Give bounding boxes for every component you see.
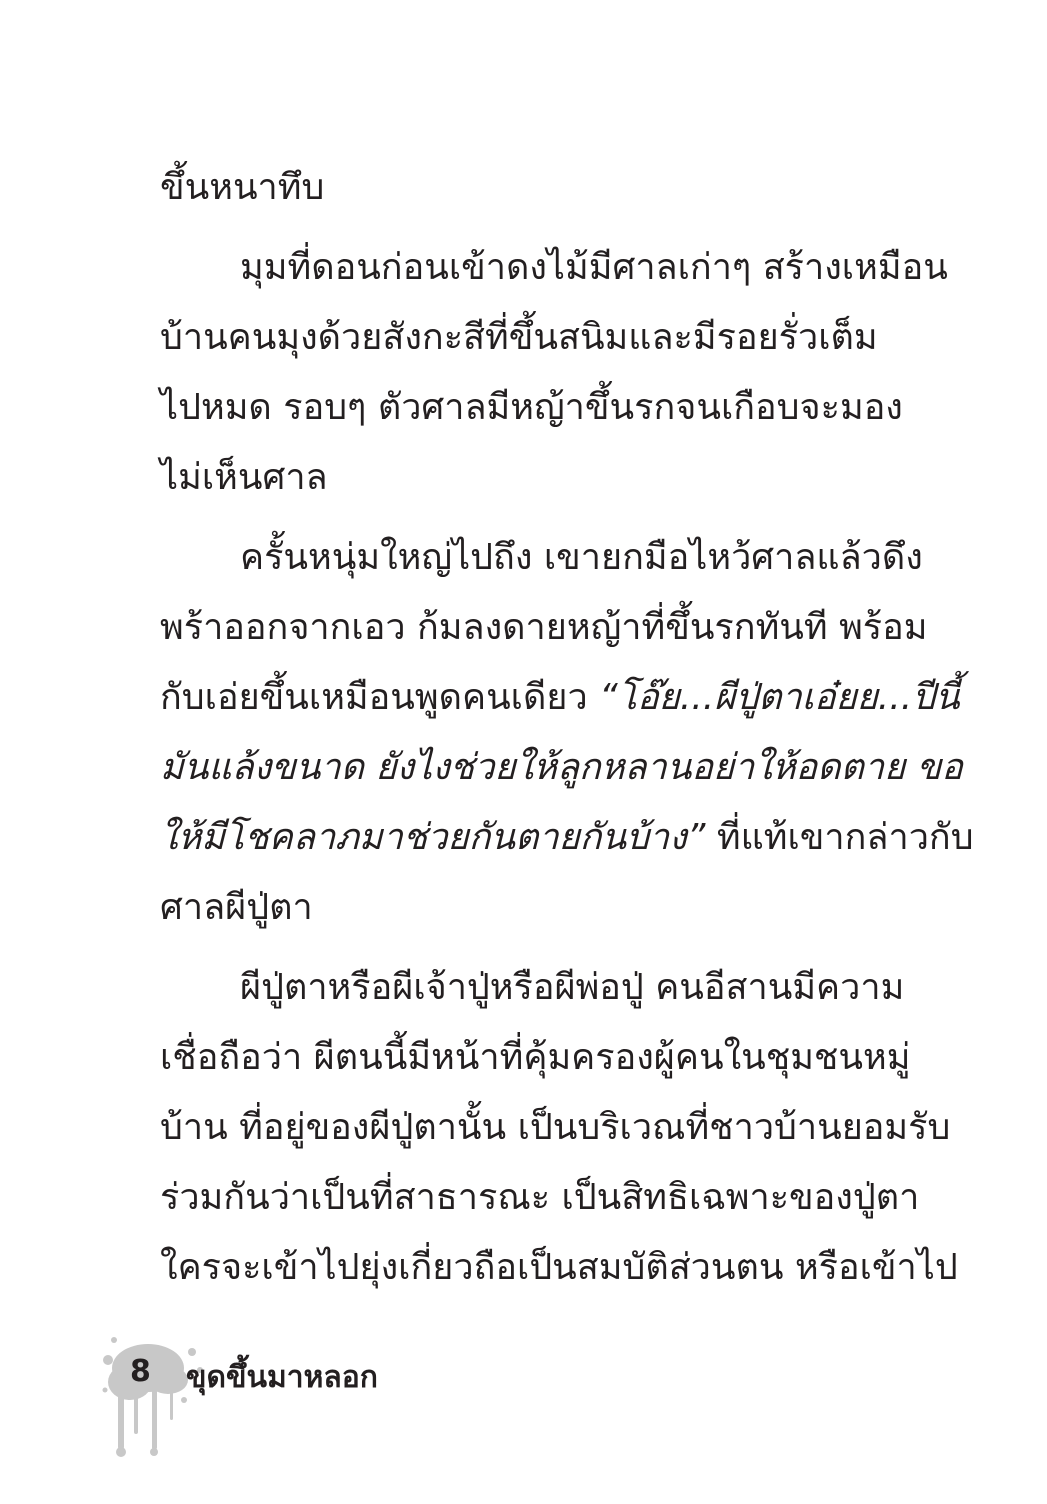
text-line: ร่วมกันว่าเป็นที่สาธารณะ เป็นสิทธิเฉพาะของปู่ตา <box>160 1177 920 1218</box>
text-segment: ที่แท้เขากล่าวกับ <box>705 817 974 858</box>
text-line: บ้าน ที่อยู่ของผีปู่ตานั้น เป็นบริเวณที่ชาวบ้านยอมรับ <box>160 1107 951 1148</box>
text-line: เชื่อถือว่า ผีตนนี้มีหน้าที่คุ้มครองผู้คนในชุมชนหมู่ <box>160 1037 911 1078</box>
text-line <box>160 814 974 862</box>
text-line: ครั้นหนุ่มใหญ่ไปถึง เขายกมือไหว้ศาลแล้วดึง <box>240 537 923 578</box>
text-line: มุมที่ดอนก่อนเข้าดงไม้มีศาลเก่าๆ สร้างเหมือน <box>240 247 948 288</box>
text-line: ศาลผีปู่ตา <box>160 887 313 928</box>
text-line: บ้านคนมุงด้วยสังกะสีที่ขึ้นสนิมและมีรอยรั่วเต็ม <box>160 317 878 358</box>
book-title: ขุดขึ้นมาหลอก <box>186 1360 378 1395</box>
text-line: ผีปู่ตาหรือผีเจ้าปู่หรือผีพ่อปู่ คนอีสานมีความ <box>240 967 905 1008</box>
text-line: ใครจะเข้าไปยุ่งเกี่ยวถือเป็นสมบัติส่วนตน หรือเข้าไป <box>160 1247 958 1288</box>
page-number: 8 <box>130 1354 151 1389</box>
text-line <box>160 674 960 722</box>
text-line: ขึ้นหนาทึบ <box>160 167 325 208</box>
text-line: พร้าออกจากเอว ก้มลงดายหญ้าที่ขึ้นรกทันที พร้อม <box>160 607 928 648</box>
text-line: ไม่เห็นศาล <box>160 457 328 498</box>
text-line: ไปหมด รอบๆ ตัวศาลมีหญ้าขึ้นรกจนเกือบจะมอง <box>160 387 903 428</box>
quote-segment: ให้มีโชคลาภมาช่วยกันตายกันบ้าง” <box>160 817 706 858</box>
quote-segment: “โอ๊ย...ผีปู่ตาเอ๋ยย...ปีนี้ <box>599 677 960 718</box>
text-segment: กับเอ่ยขึ้นเหมือนพูดคนเดียว <box>160 677 600 718</box>
quote-line: มันแล้งขนาด ยังไงช่วยให้ลูกหลานอย่าให้อดตาย ขอ <box>160 747 963 788</box>
page-footer <box>100 1330 400 1470</box>
